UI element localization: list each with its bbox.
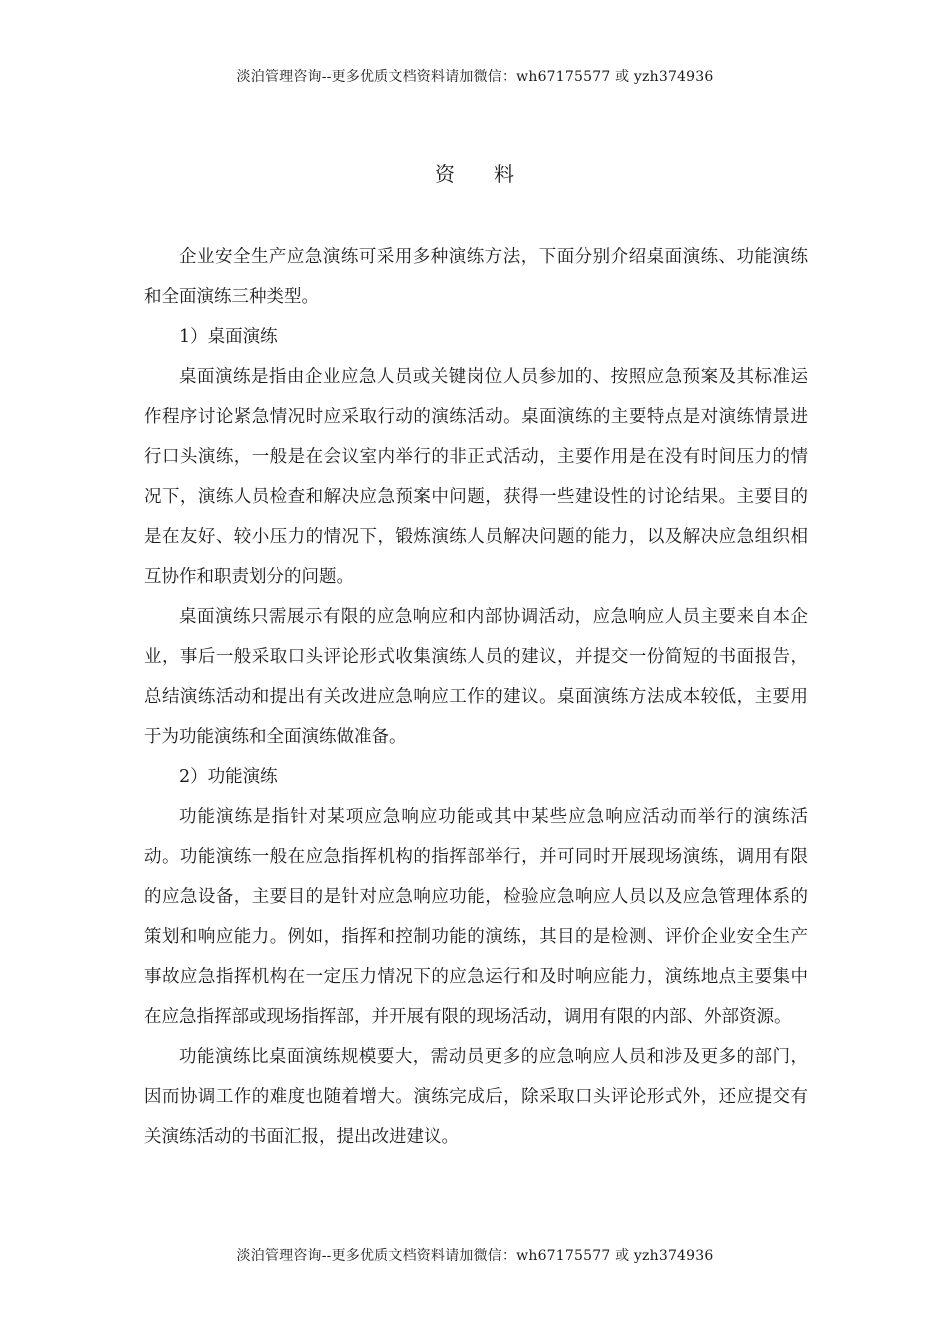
title-char-2: 料	[494, 162, 515, 186]
section-heading-tabletop: 1）桌面演练	[179, 327, 278, 347]
title-char-1: 资	[435, 162, 456, 186]
page-footer: 淡泊管理咨询--更多优质文档资料请加微信：wh67175577 或 yzh374936	[236, 1248, 714, 1264]
page-header: 淡泊管理咨询--更多优质文档资料请加微信：wh67175577 或 yzh374936	[236, 69, 714, 85]
page-title	[0, 158, 950, 187]
functional-paragraph-1: 功能演练是指针对某项应急响应功能或其中某些应急响应活动而举行的演练活动。功能演练一般在应急指挥机构的指挥部举行，并可同时开展现场演练，调用有限的应急设备，主要目的是针对应急响应功能，检验应急响应人员以及应急管理体系的策划和响应能力。例如，指挥和控制功能的演练，其目的是检测、评价企业安全生产事故应急指挥机构在一定压力情况下的应急运行和及时响应能力，演练地点主要集中在应急指挥部或现场指挥部，并开展有限的现场活动，调用有限的内部、外部资源。	[144, 807, 808, 1027]
tabletop-paragraph-1: 桌面演练是指由企业应急人员或关键岗位人员参加的、按照应急预案及其标准运作程序讨论紧急情况时应采取行动的演练活动。桌面演练的主要特点是对演练情景进行口头演练，一般是在会议室内举行的非正式活动，主要作用是在没有时间压力的情况下，演练人员检查和解决应急预案中问题，获得一些建设性的讨论结果。主要目的是在友好、较小压力的情况下，锻炼演练人员解决问题的能力，以及解决应急组织相互协作和职责划分的问题。	[144, 367, 808, 587]
tabletop-paragraph-2: 桌面演练只需展示有限的应急响应和内部协调活动，应急响应人员主要来自本企业，事后一般采取口头评论形式收集演练人员的建议，并提交一份简短的书面报告，总结演练活动和提出有关改进应急响应工作的建议。桌面演练方法成本较低，主要用于为功能演练和全面演练做准备。	[144, 607, 808, 747]
intro-paragraph: 企业安全生产应急演练可采用多种演练方法，下面分别介绍桌面演练、功能演练和全面演练三种类型。	[144, 247, 808, 307]
functional-paragraph-2: 功能演练比桌面演练规模要大，需动员更多的应急响应人员和涉及更多的部门，因而协调工作的难度也随着增大。演练完成后，除采取口头评论形式外，还应提交有关演练活动的书面汇报，提出改进建议。	[144, 1047, 808, 1147]
document-body	[144, 237, 808, 1157]
section-heading-functional: 2）功能演练	[179, 767, 278, 787]
